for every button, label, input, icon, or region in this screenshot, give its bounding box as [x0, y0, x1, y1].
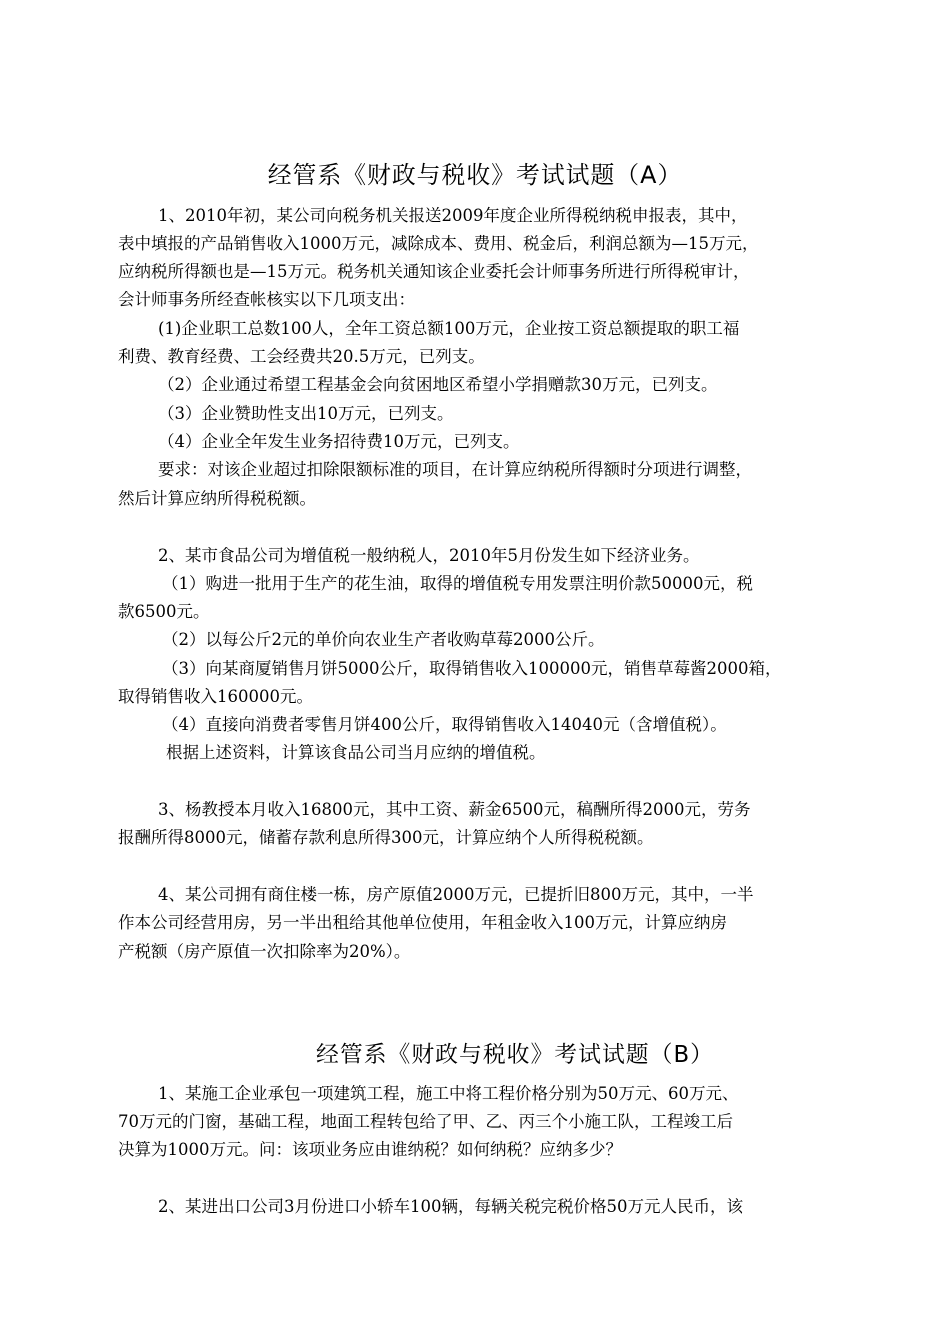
exam-a-q4-line-2: 作本公司经营用房，另一半出租给其他单位使用，年租金收入100万元，计算应纳房 — [118, 913, 727, 932]
exam-a-q1-item-1-line-1: (1)企业职工总数100人，全年工资总额100万元，企业按工资总额提取的职工福 — [158, 319, 740, 338]
exam-a-q2-item-4: （4）直接向消费者零售月饼400公斤，取得销售收入14040元（含增值税）。 — [162, 715, 727, 734]
exam-a-q3-line-1: 3、杨教授本月收入16800元，其中工资、薪金6500元，稿酬所得2000元，劳务 — [158, 800, 751, 819]
exam-a-q2-item-1-line-2: 款6500元。 — [118, 602, 210, 621]
exam-b-title: 经管系《财政与税收》考试试题（B） — [316, 1042, 714, 1068]
exam-b-q1-line-2: 70万元的门窗，基础工程，地面工程转包给了甲、乙、丙三个小施工队，工程竣工后 — [118, 1112, 733, 1131]
exam-a-q2-item-3-line-1: （3）向某商厦销售月饼5000公斤，取得销售收入100000元，销售草莓酱2000箱， — [162, 659, 782, 678]
exam-a-q2-line-1: 2、某市食品公司为增值税一般纳税人，2010年5月份发生如下经济业务。 — [158, 546, 700, 565]
exam-a-q2-item-3-line-2: 取得销售收入160000元。 — [118, 687, 313, 706]
exam-a-q4-line-3: 产税额（房产原值一次扣除率为20%）。 — [118, 942, 411, 961]
exam-a-q2-requirement: 根据上述资料，计算该食品公司当月应纳的增值税。 — [166, 743, 546, 762]
exam-a-q1-line-2: 表中填报的产品销售收入1000万元，减除成本、费用、税金后，利润总额为—15万元， — [118, 234, 759, 253]
exam-a-q1-item-3: （3）企业赞助性支出10万元，已列支。 — [158, 404, 454, 423]
exam-b-q2-line-1: 2、某进出口公司3月份进口小轿车100辆，每辆关税完税价格50万元人民币，该 — [158, 1197, 743, 1216]
exam-a-q1-line-4: 会计师事务所经查帐核实以下几项支出： — [118, 290, 415, 309]
exam-a-title: 经管系《财政与税收》考试试题（A） — [267, 161, 683, 189]
exam-a-q1-line-1: 1、2010年初，某公司向税务机关报送2009年度企业所得税纳税申报表，其中， — [158, 206, 748, 225]
exam-a-q1-item-2: （2）企业通过希望工程基金会向贫困地区希望小学捐赠款30万元，已列支。 — [158, 375, 718, 394]
exam-a-q2-item-1-line-1: （1）购进一批用于生产的花生油，取得的增值税专用发票注明价款50000元，税 — [162, 574, 753, 593]
exam-a-q1-requirement-line-2: 然后计算应纳所得税税额。 — [118, 489, 316, 508]
exam-b-q1-line-3: 决算为1000万元。问：该项业务应由谁纳税？如何纳税？应纳多少？ — [118, 1140, 622, 1159]
exam-a-q2-item-2: （2）以每公斤2元的单价向农业生产者收购草莓2000公斤。 — [162, 630, 605, 649]
exam-a-q1-item-1-line-2: 利费、教育经费、工会经费共20.5万元，已列支。 — [118, 347, 485, 366]
exam-a-q1-line-3: 应纳税所得额也是—15万元。税务机关通知该企业委托会计师事务所进行所得税审计， — [118, 262, 750, 281]
exam-b-q1-line-1: 1、某施工企业承包一项建筑工程，施工中将工程价格分别为50万元、60万元、 — [158, 1084, 739, 1103]
exam-a-q1-requirement-line-1: 要求：对该企业超过扣除限额标准的项目，在计算应纳税所得额时分项进行调整， — [158, 460, 752, 479]
exam-a-q3-line-2: 报酬所得8000元，储蓄存款利息所得300元，计算应纳个人所得税税额。 — [118, 828, 654, 847]
exam-a-q4-line-1: 4、某公司拥有商住楼一栋，房产原值2000万元，已提折旧800万元，其中，一半 — [158, 885, 754, 904]
exam-a-q1-item-4: （4）企业全年发生业务招待费10万元，已列支。 — [158, 432, 520, 451]
